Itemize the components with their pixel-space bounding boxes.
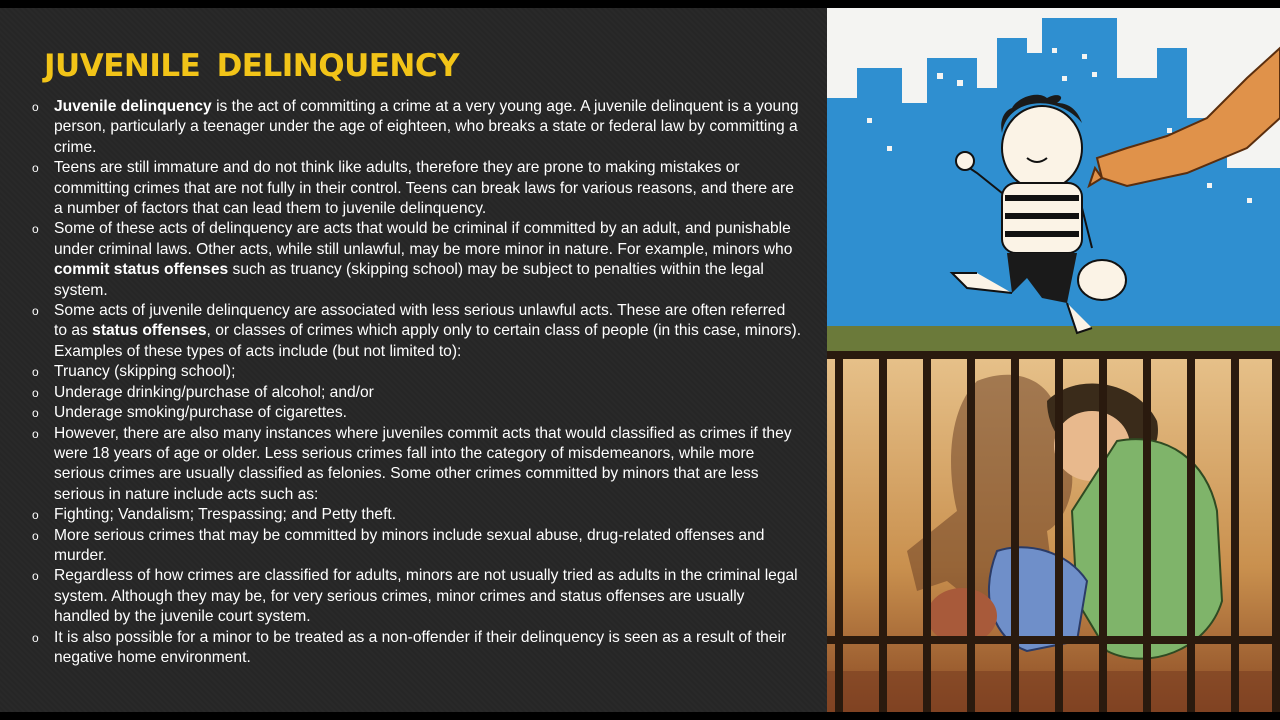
bullet-marker-icon: o — [32, 222, 39, 237]
bullet-marker-icon: o — [32, 304, 39, 319]
bullet-text-pre: Underage smoking/purchase of cigarettes. — [54, 404, 347, 422]
boy-caught-illustration — [827, 8, 1280, 351]
bullet-item — [32, 505, 802, 525]
bullet-text-pre: Some of these acts of delinquency are acts that would be criminal if committed by an adult, and punishable under criminal laws. Other acts, while still unlawful, may be more minor in nature. For example, minors who — [54, 220, 793, 258]
bullet-item — [32, 219, 802, 301]
boy-caught-icon — [827, 8, 1280, 351]
bullet-text-pre: More serious crimes that may be committed by minors include sexual abuse, drug-related offenses and murder. — [54, 526, 765, 564]
bullet-item — [32, 362, 802, 382]
illustrations — [827, 8, 1280, 712]
bullet-marker-icon: o — [32, 161, 39, 176]
bullet-text-pre: Underage drinking/purchase of alcohol; and/or — [54, 383, 374, 401]
bullet-text-pre: Teens are still immature and do not think like adults, therefore they are prone to making mistakes or committing crimes that are not fully in their control. Teens can break laws for various reasons, and there are a number of factors that can lead them to juvenile delinquency. — [54, 159, 794, 218]
bullet-marker-icon: o — [32, 365, 39, 380]
bullet-item — [32, 403, 802, 423]
slide — [0, 8, 1280, 712]
bullet-text-post: such as truancy (skipping school) may be subject to penalties within the legal system. — [54, 261, 764, 299]
bullet-text-bold: Juvenile delinquency — [54, 98, 212, 115]
bullet-marker-icon: o — [32, 569, 39, 584]
boy-behind-bars-icon — [827, 351, 1280, 712]
bullet-list — [32, 97, 802, 668]
bullet-marker-icon: o — [32, 426, 39, 441]
bullet-marker-icon: o — [32, 385, 39, 400]
bullet-text-pre: Regardless of how crimes are classified for adults, minors are not usually tried as adults in the criminal legal system. Although they may be, for very serious crimes, minor crimes and status offenses are usually handled by the juvenile court system. — [54, 567, 798, 626]
bullet-text-pre: Some acts of juvenile delinquency are associated with less serious unlawful acts. These are often referred to as — [54, 302, 786, 340]
bullet-marker-icon: o — [32, 630, 39, 645]
bullet-item — [32, 628, 802, 669]
bullet-marker-icon: o — [32, 406, 39, 421]
bullet-item — [32, 424, 802, 506]
bullet-marker-icon: o — [32, 508, 39, 523]
bullet-item — [32, 301, 802, 362]
bullet-item — [32, 566, 802, 627]
bullet-text-pre: It is also possible for a minor to be treated as a non-offender if their delinquency is seen as a result of their negative home environment. — [54, 628, 787, 666]
bullet-text-post: is the act of committing a crime at a very young age. A juvenile delinquent is a young person, particularly a teenager under the age of eighteen, who breaks a state or federal law by committing a crime. — [54, 98, 799, 156]
bullet-text-bold: status offenses — [92, 322, 207, 340]
bullet-item — [32, 97, 802, 158]
bullet-item — [32, 158, 802, 219]
bullet-text-bold: commit status offenses — [54, 261, 229, 279]
bullet-text-pre: Fighting; Vandalism; Trespassing; and Petty theft. — [54, 506, 397, 524]
boy-jailed-illustration — [827, 351, 1280, 712]
bullet-text-pre: However, there are also many instances where juveniles commit acts that would classified as crimes if they were 18 years of age or older. Less serious crimes fall into the category of misdemeanors, while more serious crimes are usually classified as felonies. Some other crimes committed by minors that are less serious in nature include acts such as: — [54, 424, 792, 503]
bullet-marker-icon: o — [32, 528, 39, 543]
bullet-text-pre: Truancy (skipping school); — [54, 363, 236, 381]
bullet-item — [32, 383, 802, 403]
bullet-item — [32, 526, 802, 567]
bullet-text-post: , or classes of crimes which apply only to certain class of people (in this case, minors). Examples of these types of acts include (but not limited to): — [54, 322, 802, 360]
slide-title: JUVENILE DELINQUENCY — [44, 48, 460, 84]
bullet-marker-icon: o — [32, 100, 39, 114]
